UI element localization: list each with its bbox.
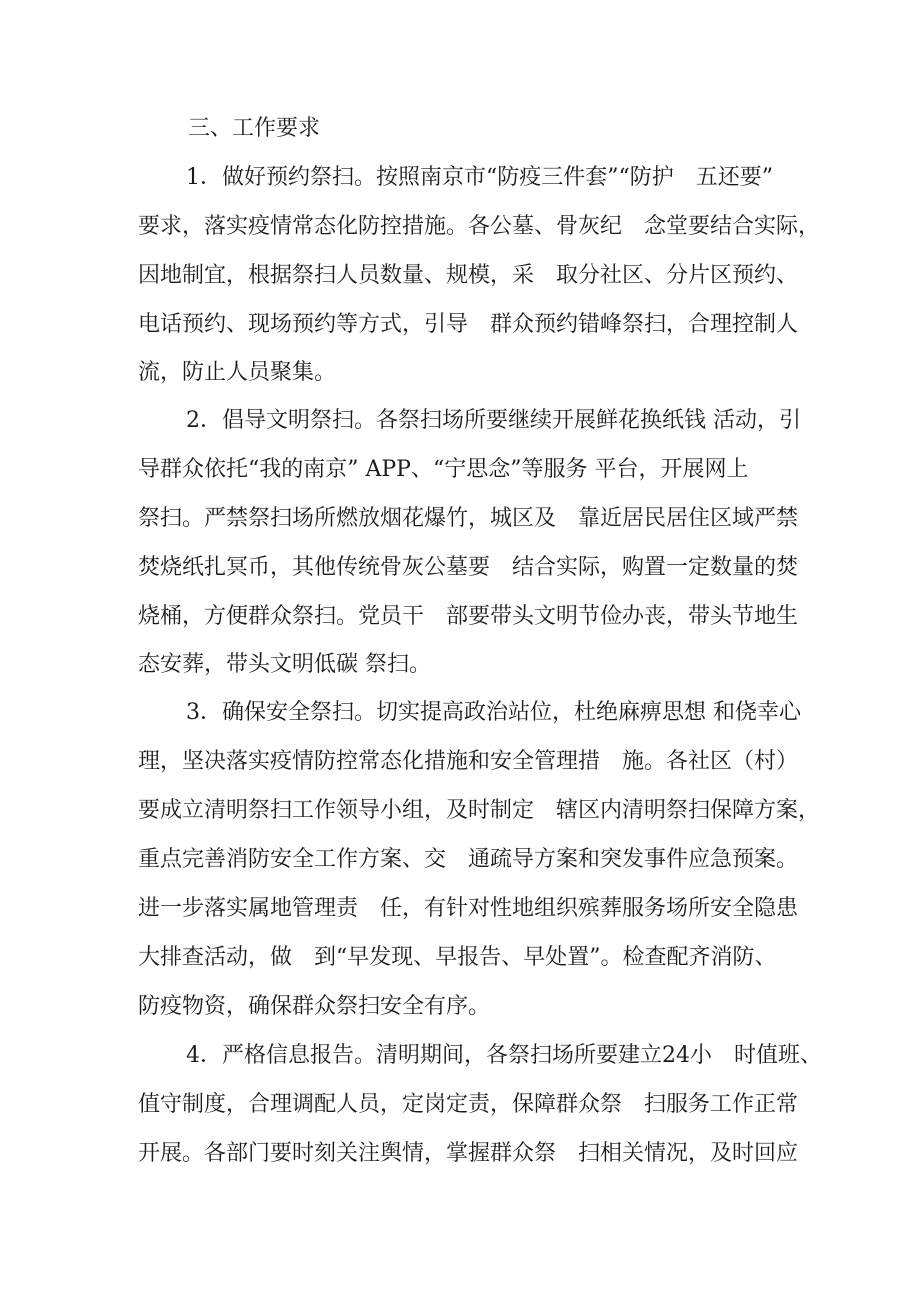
paragraph-3-line-4: 重点完善消防安全工作方案、交 通疏导方案和突发事件应急预案。: [138, 847, 799, 872]
paragraph-4-line-2: 值守制度，合理调配人员，定岗定责，保障群众祭 扫服务工作正常: [138, 1092, 799, 1117]
paragraph-3-line-7: 防疫物资，确保群众祭扫安全有序。: [138, 994, 491, 1019]
section-heading: 三、工作要求: [188, 116, 321, 141]
paragraph-3-line-1: 3．确保安全祭扫。切实提高政治站位，杜绝麻痹思想 和侥幸心: [186, 700, 801, 725]
paragraph-3-line-2: 理，坚决落实疫情防控常态化措施和安全管理措 施。各社区（村）: [138, 749, 799, 774]
paragraph-3-line-6: 大排查活动，做 到“早发现、早报告、早处置”。检查配齐消防、: [138, 945, 777, 970]
paragraph-1-line-1: 1．做好预约祭扫。按照南京市“防疫三件套”“防护 五还要”: [186, 165, 773, 190]
paragraph-1-line-3: 因地制宜，根据祭扫人员数量、规模，采 取分社区、分片区预约、: [138, 263, 799, 288]
paragraph-2-line-2: 导群众依托“我的南京” APP、“宁思念”等服务 平台，开展网上: [138, 457, 749, 482]
paragraph-3-line-5: 进一步落实属地管理责 任，有针对性地组织殡葬服务场所安全隐患: [138, 896, 799, 921]
paragraph-1-line-2: 要求，落实疫情常态化防控措施。各公墓、骨灰纪 念堂要结合实际，: [138, 214, 821, 239]
paragraph-4-line-3: 开展。各部门要时刻关注舆情，掌握群众祭 扫相关情况，及时回应: [138, 1141, 799, 1166]
paragraph-2-line-5: 烧桶，方便群众祭扫。党员干 部要带头文明节俭办丧，带头节地生: [138, 604, 799, 629]
paragraph-2-line-6: 态安葬，带头文明低碳 祭扫。: [138, 652, 431, 677]
paragraph-1-line-4: 电话预约、现场预约等方式，引导 群众预约错峰祭扫，合理控制人: [138, 312, 799, 337]
paragraph-2-line-4: 焚烧纸扎冥币，其他传统骨灰公墓要 结合实际，购置一定数量的焚: [138, 555, 799, 580]
paragraph-3-line-3: 要成立清明祭扫工作领导小组，及时制定 辖区内清明祭扫保障方案，: [138, 798, 821, 823]
paragraph-2-line-3: 祭扫。严禁祭扫场所燃放烟花爆竹，城区及 靠近居民居住区域严禁: [138, 506, 799, 531]
paragraph-1-line-5: 流，防止人员聚集。: [138, 360, 337, 385]
paragraph-2-line-1: 2．倡导文明祭扫。各祭扫场所要继续开展鲜花换纸钱 活动，引: [186, 408, 801, 433]
paragraph-4-line-1: 4．严格信息报告。清明期间，各祭扫场所要建立24小 时值班、: [186, 1043, 822, 1068]
